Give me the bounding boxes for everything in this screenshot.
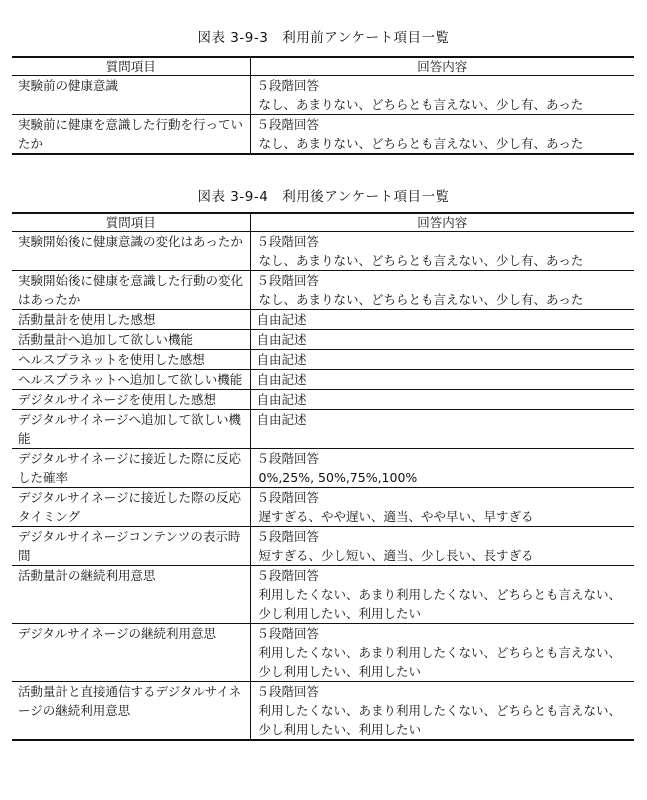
table-row <box>12 330 634 350</box>
table-row <box>12 370 634 390</box>
answer-type: 自由記述 <box>256 372 307 387</box>
question-cell: 活動量計の継続利用意思 <box>12 566 250 624</box>
question-cell: デジタルサイネージの継続利用意思 <box>12 624 250 682</box>
answer-cell <box>250 232 634 271</box>
answer-type: 自由記述 <box>256 332 307 347</box>
table-row <box>12 488 634 527</box>
answer-type: ５段階回答 <box>256 490 320 505</box>
table-header-row <box>12 57 634 76</box>
answer-type: ５段階回答 <box>256 78 320 93</box>
answer-type: 自由記述 <box>256 312 307 327</box>
answer-cell <box>250 115 634 155</box>
answer-type: ５段階回答 <box>256 273 320 288</box>
answer-type: ５段階回答 <box>256 117 320 132</box>
answer-type: ５段階回答 <box>256 568 320 583</box>
answer-type: 自由記述 <box>256 352 307 367</box>
table-row <box>12 232 634 271</box>
answer-type: ５段階回答 <box>256 451 320 466</box>
answer-cell <box>250 682 634 741</box>
header-answer: 回答内容 <box>250 57 634 76</box>
question-cell: 実験前の健康意識 <box>12 76 250 115</box>
table-row <box>12 271 634 310</box>
answer-cell <box>250 390 634 410</box>
answer-cell <box>250 350 634 370</box>
answer-cell <box>250 624 634 682</box>
answer-cell <box>250 566 634 624</box>
answer-options: 利用したくない、あまり利用したくない、どちらとも言えない、少し利用したい、利用したい <box>258 587 622 621</box>
header-question: 質問項目 <box>12 213 250 232</box>
table2-caption: 図表 3-9-4 利用後アンケート項目一覧 <box>197 189 450 205</box>
answer-options: 利用したくない、あまり利用したくない、どちらとも言えない、少し利用したい、利用したい <box>258 703 622 737</box>
answer-options: なし、あまりない、どちらとも言えない、少し有、あった <box>258 136 584 151</box>
table-row <box>12 449 634 488</box>
question-cell: ヘルスプラネットへ追加して欲しい機能 <box>12 370 250 390</box>
answer-type: 自由記述 <box>256 412 307 427</box>
answer-cell <box>250 310 634 330</box>
table-row <box>12 390 634 410</box>
answer-cell <box>250 410 634 449</box>
post-survey-table-body <box>12 232 634 741</box>
answer-options: なし、あまりない、どちらとも言えない、少し有、あった <box>258 97 584 112</box>
answer-cell <box>250 271 634 310</box>
question-cell: デジタルサイネージに接近した際の反応タイミング <box>12 488 250 527</box>
table-row <box>12 527 634 566</box>
answer-options: 利用したくない、あまり利用したくない、どちらとも言えない、少し利用したい、利用したい <box>258 645 622 679</box>
table-row <box>12 624 634 682</box>
question-cell: 実験開始後に健康意識の変化はあったか <box>12 232 250 271</box>
table-header-row <box>12 213 634 232</box>
question-cell: デジタルサイネージを使用した感想 <box>12 390 250 410</box>
answer-options: 遅すぎる、やや遅い、適当、やや早い、早すぎる <box>258 509 534 524</box>
answer-cell <box>250 527 634 566</box>
answer-options: 短すぎる、少し短い、適当、少し長い、長すぎる <box>258 548 534 563</box>
answer-type: ５段階回答 <box>256 626 320 641</box>
question-cell: 実験前に健康を意識した行動を行っていたか <box>12 115 250 155</box>
question-cell: 実験開始後に健康を意識した行動の変化はあったか <box>12 271 250 310</box>
answer-options: 0%,25%, 50%,75%,100% <box>258 470 418 485</box>
table1-caption: 図表 3-9-3 利用前アンケート項目一覧 <box>197 30 450 46</box>
answer-cell <box>250 370 634 390</box>
pre-survey-table-body <box>12 76 634 155</box>
answer-type: ５段階回答 <box>256 529 320 544</box>
question-cell: デジタルサイネージへ追加して欲しい機能 <box>12 410 250 449</box>
answer-cell <box>250 449 634 488</box>
question-cell: 活動量計へ追加して欲しい機能 <box>12 330 250 350</box>
table-row <box>12 566 634 624</box>
answer-cell <box>250 330 634 350</box>
table-row <box>12 682 634 741</box>
answer-cell <box>250 488 634 527</box>
table-row <box>12 115 634 155</box>
question-cell: 活動量計と直接通信するデジタルサイネージの継続利用意思 <box>12 682 250 741</box>
header-question: 質問項目 <box>12 57 250 76</box>
answer-type: ５段階回答 <box>256 234 320 249</box>
table-row <box>12 310 634 330</box>
answer-type: ５段階回答 <box>256 684 320 699</box>
answer-options: なし、あまりない、どちらとも言えない、少し有、あった <box>258 253 584 268</box>
table-row <box>12 350 634 370</box>
question-cell: 活動量計を使用した感想 <box>12 310 250 330</box>
question-cell: デジタルサイネージに接近した際に反応した確率 <box>12 449 250 488</box>
answer-cell <box>250 76 634 115</box>
question-cell: デジタルサイネージコンテンツの表示時間 <box>12 527 250 566</box>
header-answer: 回答内容 <box>250 213 634 232</box>
table-row <box>12 76 634 115</box>
post-survey-table <box>12 212 634 741</box>
question-cell: ヘルスプラネットを使用した感想 <box>12 350 250 370</box>
table-row <box>12 410 634 449</box>
answer-type: 自由記述 <box>256 392 307 407</box>
answer-options: なし、あまりない、どちらとも言えない、少し有、あった <box>258 292 584 307</box>
pre-survey-table <box>12 56 634 155</box>
